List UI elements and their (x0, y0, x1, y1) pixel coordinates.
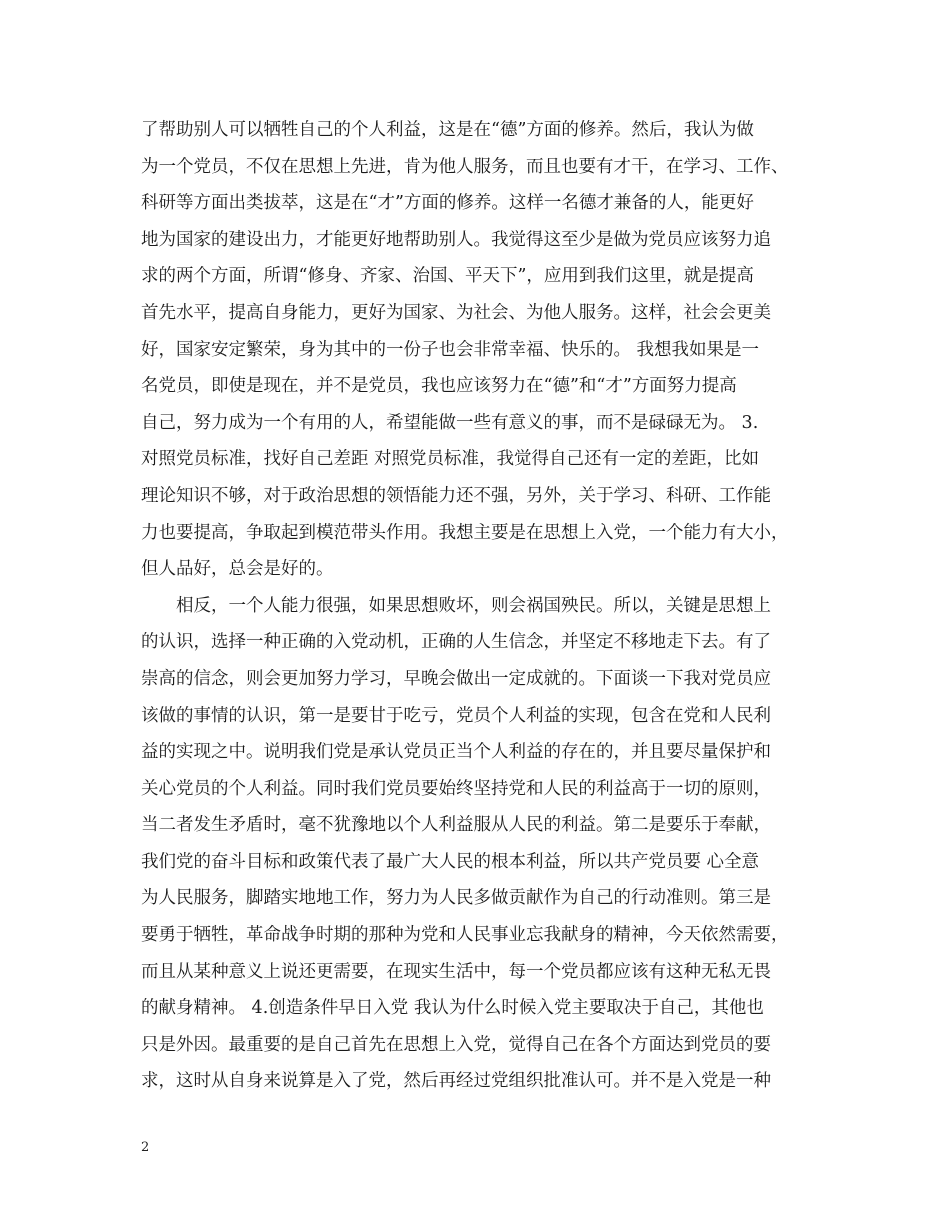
text-line: 力也要提高，争取起到模范带头作用。我想主要是在思想上入党，一个能力有大小， (141, 522, 789, 543)
body-text (141, 112, 831, 1100)
paragraph-first-line: 相反，一个人能力很强，如果思想败坏，则会祸国殃民。所以，关键是思想上 (176, 595, 771, 616)
text-line: 关心党员的个人利益。同时我们党员要始终坚持党和人民的利益高于一切的原则， (141, 778, 771, 799)
text-line: 当二者发生矛盾时，毫不犹豫地以个人利益服从人民的利益。第二是要乐于奉献， (141, 815, 771, 836)
text-line: 为一个党员，不仅在思想上先进，肯为他人服务，而且也要有才干，在学习、工作、 (141, 156, 789, 177)
text-line: 我们党的奋斗目标和政策代表了最广大人民的根本利益，所以共产党员要 心全意 (141, 851, 760, 872)
text-line: 地为国家的建设出力，才能更好地帮助别人。我觉得这至少是做为党员应该努力追 (141, 229, 771, 250)
text-line: 求，这时从自身来说算是入了党，然后再经过党组织批准认可。并不是入党是一种 (141, 1071, 771, 1092)
text-line: 对照党员标准，找好自己差距 对照党员标准，我觉得自己还有一定的差距，比如 (141, 449, 760, 470)
text-line: 理论知识不够，对于政治思想的领悟能力还不强，另外，关于学习、科研、工作能 (141, 485, 771, 506)
text-line: 自己，努力成为一个有用的人，希望能做一些有意义的事，而不是碌碌无为。 3. (141, 412, 759, 433)
text-line: 只是外因。最重要的是自己首先在思想上入党，觉得自己在各个方面达到党员的要 (141, 1034, 771, 1055)
text-line: 好，国家安定繁荣，身为其中的一份子也会非常幸福、快乐的。 我想我如果是一 (141, 339, 760, 360)
page-number: 2 (141, 1140, 150, 1155)
text-line: 为人民服务，脚踏实地地工作，努力为人民多做贡献作为自己的行动准则。第三是 (141, 888, 771, 909)
text-line: 科研等方面出类拔萃，这是在“才”方面的修养。这样一名德才兼备的人，能更好 (141, 193, 754, 214)
text-line: 崇高的信念，则会更加努力学习，早晚会做出一定成就的。下面谈一下我对党员应 (141, 668, 771, 689)
text-line: 要勇于牺牲，革命战争时期的那种为党和人民事业忘我献身的精神，今天依然需要， (141, 925, 789, 946)
text-line: 但人品好，总会是好的。 (141, 559, 334, 580)
text-line: 名党员，即使是现在，并不是党员，我也应该努力在“德”和“才”方面努力提高 (141, 376, 737, 397)
text-line: 而且从某种意义上说还更需要，在现实生活中，每一个党员都应该有这种无私无畏 (141, 961, 771, 982)
text-line: 益的实现之中。说明我们党是承认党员正当个人利益的存在的，并且要尽量保护和 (141, 742, 771, 763)
text-line: 首先水平，提高自身能力，更好为国家、为社会、为他人服务。这样，社会会更美 (141, 302, 771, 323)
text-line: 该做的事情的认识，第一是要甘于吃亏，党员个人利益的实现，包含在党和人民利 (141, 705, 771, 726)
text-line: 了帮助别人可以牺牲自己的个人利益，这是在“德”方面的修养。然后，我认为做 (141, 120, 754, 140)
text-line: 的认识，选择一种正确的入党动机，正确的人生信念，并坚定不移地走下去。有了 (141, 632, 771, 653)
text-line: 的献身精神。 4.创造条件早日入党 我认为什么时候入党主要取决于自己，其他也 (141, 998, 764, 1019)
text-line: 求的两个方面，所谓“修身、齐家、治国、平天下”，应用到我们这里，就是提高 (141, 266, 754, 287)
